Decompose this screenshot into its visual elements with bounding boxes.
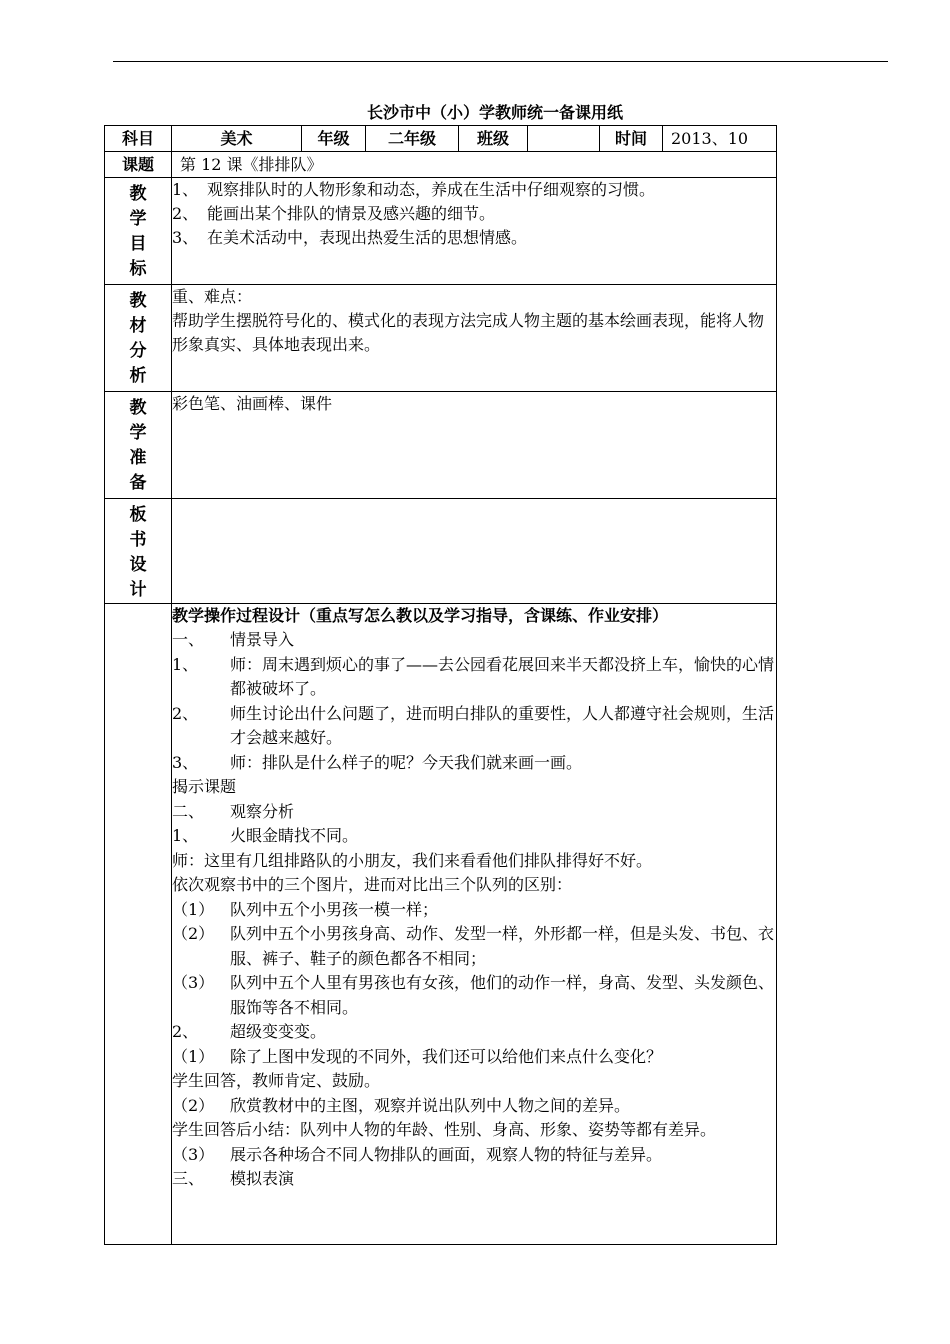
process-label-cell bbox=[105, 604, 172, 1245]
teacher-line: 师：这里有几组排路队的小朋友，我们来看看他们排队排得好不好。 bbox=[172, 850, 653, 870]
section-heading: 三、 模拟表演 bbox=[172, 1169, 295, 1188]
lesson-plan-table bbox=[104, 125, 777, 1245]
analysis-line2: 帮助学生摆脱符号化的、模式化的表现方法完成人物主题的基本绘画表现，能将人物形象真实、具体地表现出来。 bbox=[172, 311, 765, 354]
compare-item: （2） 队列中五个小男孩身高、动作、发型一样，外形都一样，但是头发、书包、衣服、裤子、鞋子的颜色都各不相同； bbox=[172, 924, 775, 968]
observe-line: 依次观察书中的三个图片，进而对比出三个队列的区别： bbox=[172, 875, 573, 894]
goal-item: 1、 观察排队时的人物形象和动态，养成在生活中仔细观察的习惯。 bbox=[172, 180, 656, 199]
process-item: 1、 师：周末遇到烦心的事了——去公园看花展回来半天都没挤上车，愉快的心情都被破坏了。 bbox=[172, 654, 775, 698]
compare-item: （3） 队列中五个人里有男孩也有女孩，他们的动作一样，身高、发型、头发颜色、服饰等各不相同。 bbox=[172, 973, 775, 1017]
page-title: 长沙市中（小）学教师统一备课用纸 bbox=[366, 103, 623, 122]
subject-label: 科目 bbox=[105, 126, 172, 152]
process-item: 2、 超级变变变。 bbox=[172, 1022, 327, 1041]
change-item: （1） 除了上图中发现的不同外，我们还可以给他们来点什么变化？ bbox=[172, 1046, 663, 1066]
board-label: 板 书 设 计 bbox=[105, 499, 172, 604]
top-rule bbox=[113, 61, 888, 62]
prep-label: 教 学 准 备 bbox=[105, 392, 172, 499]
subject-value: 美术 bbox=[172, 126, 302, 152]
analysis-label: 教 材 分 析 bbox=[105, 285, 172, 392]
board-row bbox=[105, 499, 777, 604]
compare-item: （1） 队列中五个小男孩一模一样； bbox=[172, 899, 439, 919]
topic-row bbox=[105, 152, 777, 178]
class-label: 班级 bbox=[459, 126, 528, 152]
process-item: 2、 师生讨论出什么问题了，进而明白排队的重要性，人人都遵守社会规则，生活才会越来越好。 bbox=[172, 703, 775, 747]
prep-content: 彩色笔、油画棒、课件 bbox=[172, 392, 777, 499]
goals-content bbox=[172, 178, 777, 285]
process-row bbox=[105, 604, 777, 1245]
goals-label: 教 学 目 标 bbox=[105, 178, 172, 285]
summary-line: 学生回答后小结：队列中人物的年龄、性别、身高、形象、姿势等都有差异。 bbox=[172, 1120, 717, 1139]
goal-item: 3、 在美术活动中，表现出热爱生活的思想情感。 bbox=[172, 228, 528, 247]
reveal-topic: 揭示课题 bbox=[172, 777, 237, 796]
goals-row bbox=[105, 178, 777, 285]
process-item: 1、 火眼金睛找不同。 bbox=[172, 826, 359, 845]
change-item: （2） 欣赏教材中的主图，观察并说出队列中人物之间的差异。 bbox=[172, 1095, 631, 1115]
process-content bbox=[172, 604, 777, 1245]
time-label: 时间 bbox=[600, 126, 663, 152]
class-value bbox=[528, 126, 600, 152]
analysis-content bbox=[172, 285, 777, 392]
analysis-row bbox=[105, 285, 777, 392]
board-content bbox=[172, 499, 777, 604]
process-item: 3、 师：排队是什么样子的呢？今天我们就来画一画。 bbox=[172, 752, 583, 772]
prep-row bbox=[105, 392, 777, 499]
change-item: （3） 展示各种场合不同人物排队的画面，观察人物的特征与差异。 bbox=[172, 1144, 663, 1164]
time-value: 2013、10 bbox=[663, 126, 777, 152]
topic-label: 课题 bbox=[105, 152, 172, 178]
section-heading: 一、 情景导入 bbox=[172, 630, 295, 649]
header-row bbox=[105, 126, 777, 152]
analysis-line1: 重、难点： bbox=[172, 287, 253, 306]
answer-line: 学生回答，教师肯定、鼓励。 bbox=[172, 1071, 381, 1090]
topic-value: 第 12 课《排排队》 bbox=[172, 152, 777, 178]
process-heading: 教学操作过程设计（重点写怎么教以及学习指导，含课练、作业安排） bbox=[172, 606, 669, 625]
section-heading: 二、 观察分析 bbox=[172, 801, 295, 821]
grade-label: 年级 bbox=[302, 126, 366, 152]
goal-item: 2、 能画出某个排队的情景及感兴趣的细节。 bbox=[172, 204, 496, 223]
grade-value: 二年级 bbox=[366, 126, 459, 152]
